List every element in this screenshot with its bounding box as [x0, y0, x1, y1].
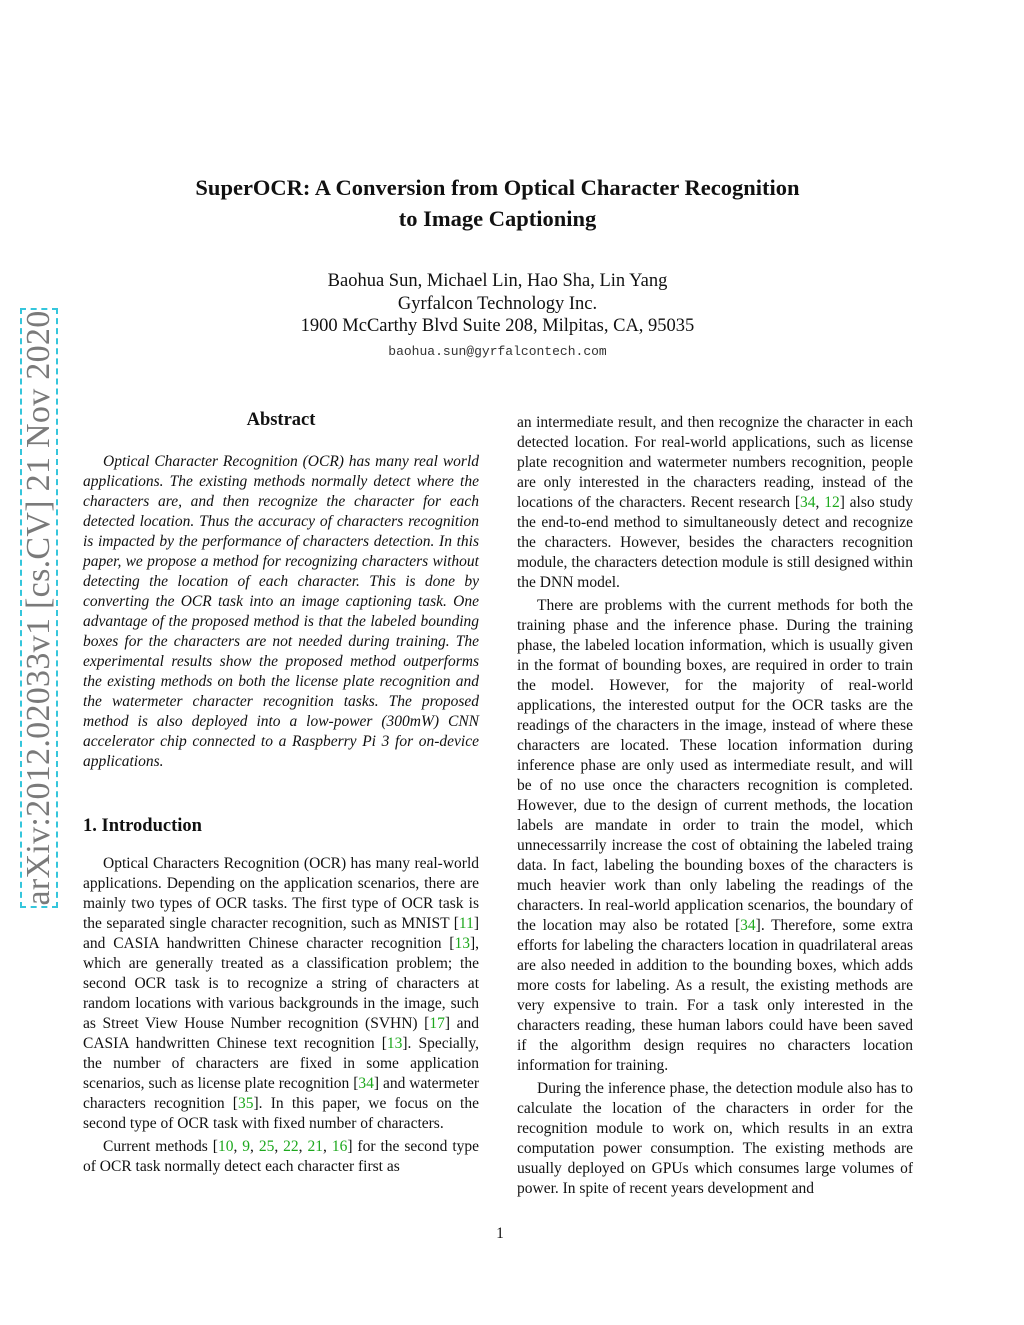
intro-paragraph-2	[83, 1137, 479, 1177]
text-span: an intermediate result, and then recognize the character in each detected location. For real-world applications, such as license plate recognition and watermeter numbers recognition, people are only interested in the characters reading, instead of the locations of the characters. Recent research [	[517, 414, 913, 511]
text-span: ,	[233, 1138, 243, 1155]
right-paragraph-2	[517, 596, 913, 1076]
left-column	[83, 410, 479, 1180]
citation-link[interactable]: 13	[386, 1035, 403, 1052]
text-span: Optical Characters Recognition (OCR) has many real-world applications. Depending on the application scenarios, there are mainly two types of OCR tasks. The first type of OCR task is the separated single character recognition, such as MNIST [	[83, 855, 479, 932]
citation-link[interactable]: 34	[358, 1075, 374, 1092]
text-span: ,	[815, 494, 825, 511]
citation-link[interactable]: 12	[824, 494, 840, 511]
intro-paragraph-1	[83, 854, 479, 1134]
author-address: 1900 McCarthy Blvd Suite 208, Milpitas, CA, 95035	[300, 316, 695, 336]
text-span: ], which are generally treated as a classification problem; the second OCR task is to recognize a string of characters at random locations with various backgrounds in the image, such as Street View House Number recognition (SVHN) [	[83, 935, 479, 1032]
text-span: ] and CASIA handwritten Chinese text recognition [	[83, 1015, 479, 1052]
citation-link[interactable]: 10	[217, 1138, 234, 1155]
title-line-1: SuperOCR: A Conversion from Optical Character Recognition	[195, 175, 800, 200]
text-span: Current methods [	[103, 1138, 218, 1155]
text-span: ] for the second type of OCR task normally detect each character first as	[83, 1138, 480, 1175]
title-line-2: to Image Captioning	[398, 206, 597, 231]
right-paragraph-1	[517, 413, 913, 593]
arxiv-sidebar-stamp	[20, 308, 58, 908]
text-span: ] also study the end-to-end method to simultaneously detect and recognize the characters. However, besides the characters recognition module, the characters detection module is still designed within the DNN model.	[517, 494, 914, 591]
right-column	[517, 413, 913, 1202]
text-span: ]. Specially, the number of characters are fixed in some application scenarios, such as license plate recognition [	[83, 1035, 479, 1092]
citation-link[interactable]: 11	[458, 915, 474, 932]
page-number: 1	[496, 1225, 504, 1242]
citation-link[interactable]: 35	[237, 1095, 254, 1112]
introduction-heading: 1. Introduction	[83, 816, 202, 836]
abstract-heading: Abstract	[246, 410, 316, 430]
author-email: baohua.sun@gyrfalcontech.com	[388, 343, 607, 359]
citation-link[interactable]: 34	[800, 494, 816, 511]
text-span: ]. Therefore, some extra efforts for labeling the characters location in quadrilateral areas are also needed in addition to the bounding boxes, which adds more costs for labeling. As a result, the existing methods are very expensive to train. For a task only interested in the characters reading, these human labors could have been saved if the algorithm design requires no characters location information for training.	[517, 917, 914, 1074]
citation-link[interactable]: 21	[307, 1138, 323, 1155]
text-span: ] and CASIA handwritten Chinese character recognition [	[83, 915, 479, 952]
citation-link[interactable]: 34	[740, 917, 756, 934]
right-paragraph-3: During the inference phase, the detection module also has to calculate the location of the characters in order for the recognition module to work on, which results in an extra computation power consumption. The existing methods are usually deployed on GPUs which consumes large volumes of power. In spite of recent years development and	[517, 1080, 913, 1197]
citation-link[interactable]: 9	[242, 1138, 251, 1155]
citation-link[interactable]: 13	[454, 935, 470, 952]
citation-link[interactable]: 25	[258, 1138, 275, 1155]
author-affiliation: Gyrfalcon Technology Inc.	[397, 293, 598, 314]
citation-link[interactable]: 16	[331, 1138, 348, 1155]
text-span: ,	[323, 1138, 332, 1155]
text-span: ] and watermeter characters recognition [	[83, 1075, 480, 1112]
paper-title	[80, 172, 915, 234]
arxiv-id: arXiv:2012.02033v1 [cs.CV] 21 Nov 2020	[20, 310, 57, 906]
text-span: ,	[250, 1138, 259, 1155]
citation-link[interactable]: 22	[283, 1138, 299, 1155]
abstract-text: Optical Character Recognition (OCR) has many real world applications. The existing methods normally detect where the characters are, and then recognize the character for each detected location. Thus the accuracy of characters recognition is impacted by the performance of characters detection. In this paper, we propose a method for recognizing characters without detecting the location of each character. This is done by converting the OCR task into an image captioning task. One advantage of the proposed method is that the labeled bounding boxes for the characters are not needed during training. The experimental results show the proposed method outperforms the existing methods on both the license plate recognition and the watermeter character recognition tasks. The proposed method is also deployed into a low-power (300mW) CNN accelerator chip connected to a Raspberry Pi 3 for on-device applications.	[83, 453, 479, 770]
text-span: ]. In this paper, we focus on the second type of OCR task with fixed number of characters.	[83, 1095, 479, 1132]
text-span: ,	[274, 1138, 284, 1155]
author-names: Baohua Sun, Michael Lin, Hao Sha, Lin Yang	[327, 271, 668, 291]
citation-link[interactable]: 17	[429, 1015, 445, 1032]
text-span: ,	[298, 1138, 308, 1155]
author-block	[80, 270, 915, 363]
text-span: There are problems with the current methods for both the training phase and the inference phase. During the training phase, the labeled location information, which is usually given in the format of bounding boxes, are required in order to train the model. However, for the majority of real-world applications, the interested output for the OCR tasks are the readings of the characters in the image, instead of where these characters are located. These location information during inference phase are only used as intermediate result, and will be of no use once the characters recognition is completed. However, due to the design of current methods, the location labels are mandate in order to train the model, which unnecessarrily increase the cost of obtaining the labeled traing data. In fact, labeling the bounding boxes of the characters is much heavier work than only labeling the readings of the characters. In real-world application scenarios, the boundary of the location may also be rotated [	[517, 597, 913, 934]
